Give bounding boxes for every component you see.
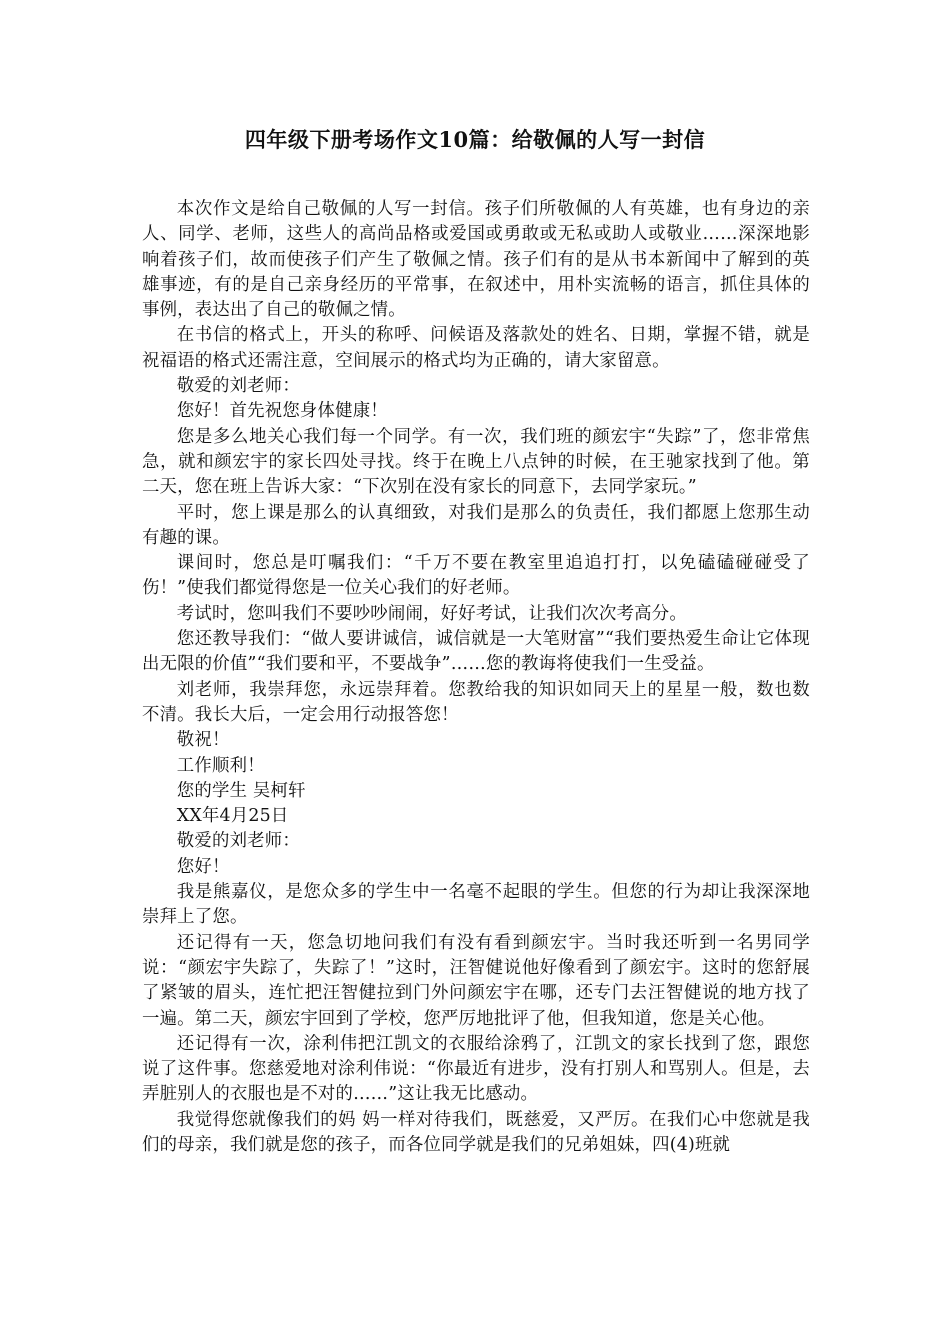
document-title: 四年级下册考场作文10篇：给敬佩的人写一封信 <box>244 127 706 152</box>
paragraph: 平时，您上课是那么的认真细致，对我们是那么的负责任，我们都愿上您那生动有趣的课。 <box>142 502 810 548</box>
paragraph: 本次作文是给自己敬佩的人写一封信。孩子们所敬佩的人有英雄，也有身边的亲人、同学、老师，这些人的高尚品格或爱国或勇敢或无私或助人或敬业……深深地影响着孩子们，故而使孩子们产生了敬佩之情。孩子们有的是从书本新闻中了解到的英雄事迹，有的是自己亲身经历的平常事，在叙述中，用朴实流畅的语言，抓住具体的事例，表达出了自己的敬佩之情。 <box>142 199 810 321</box>
letter-salutation: 敬爱的刘老师： <box>176 831 300 852</box>
paragraph: 在书信的格式上，开头的称呼、问候语及落款处的姓名、日期，掌握不错，就是祝福语的格式还需注意，空间展示的格式均为正确的，请大家留意。 <box>142 325 810 371</box>
paragraph: 课间时，您总是叮嘱我们：“千万不要在教室里追追打打，以免磕磕碰碰受了伤！”使我们都觉得您是一位关心我们的好老师。 <box>142 553 810 599</box>
paragraph: 刘老师，我崇拜您，永远崇拜着。您教给我的知识如同天上的星星一般，数也数不清。我长大后，一定会用行动报答您！ <box>142 679 810 725</box>
paragraph: 考试时，您叫我们不要吵吵闹闹，好好考试，让我们次次考高分。 <box>176 603 687 624</box>
letter-wish: 工作顺利！ <box>176 755 265 776</box>
paragraph: 您还教导我们：“做人要讲诚信，诚信就是一大笔财富”“我们要热爱生命让它体现出无限的价值”“我们要和平，不要战争”……您的教诲将使我们一生受益。 <box>142 629 810 675</box>
paragraph: 您是多么地关心我们每一个同学。有一次，我们班的颜宏宇“失踪”了，您非常焦急，就和颜宏宇的家长四处寻找。终于在晚上八点钟的时候，在王驰家找到了他。第二天，您在班上告诉大家：“下次别在没有家长的同意下，去同学家玩。” <box>142 426 810 498</box>
letter-date: XX年4月25日 <box>176 806 289 827</box>
letter-greeting: 您好！首先祝您身体健康！ <box>176 401 388 422</box>
letter-greeting: 您好！ <box>176 856 230 877</box>
paragraph: 我是熊嘉仪，是您众多的学生中一名毫不起眼的学生。但您的行为却让我深深地崇拜上了您。 <box>142 882 810 928</box>
letter-closing: 敬祝！ <box>176 730 230 751</box>
paragraph: 还记得有一次，涂利伟把江凯文的衣服给涂鸦了，江凯文的家长找到了您，跟您说了这件事。您慈爱地对涂利伟说：“你最近有进步，没有打别人和骂别人。但是，去弄脏别人的衣服也是不对的……”这让我无比感动。 <box>142 1033 810 1105</box>
document-body <box>142 197 810 1158</box>
paragraph: 我觉得您就像我们的妈 妈一样对待我们，既慈爱，又严厉。在我们心中您就是我们的母亲，我们就是您的孩子，而各位同学就是我们的兄弟姐妹，四(4)班就 <box>142 1109 810 1155</box>
paragraph: 还记得有一天，您急切地问我们有没有看到颜宏宇。当时我还听到一名男同学说：“颜宏宇失踪了，失踪了！”这时，汪智健说他好像看到了颜宏宇。这时的您舒展了紧皱的眉头，连忙把汪智健拉到门外问颜宏宇在哪，还专门去汪智健说的地方找了一遍。第二天，颜宏宇回到了学校，您严厉地批评了他，但我知道，您是关心他。 <box>142 932 810 1029</box>
letter-signature: 您的学生 吴柯轩 <box>176 780 306 801</box>
letter-salutation: 敬爱的刘老师： <box>176 376 300 397</box>
